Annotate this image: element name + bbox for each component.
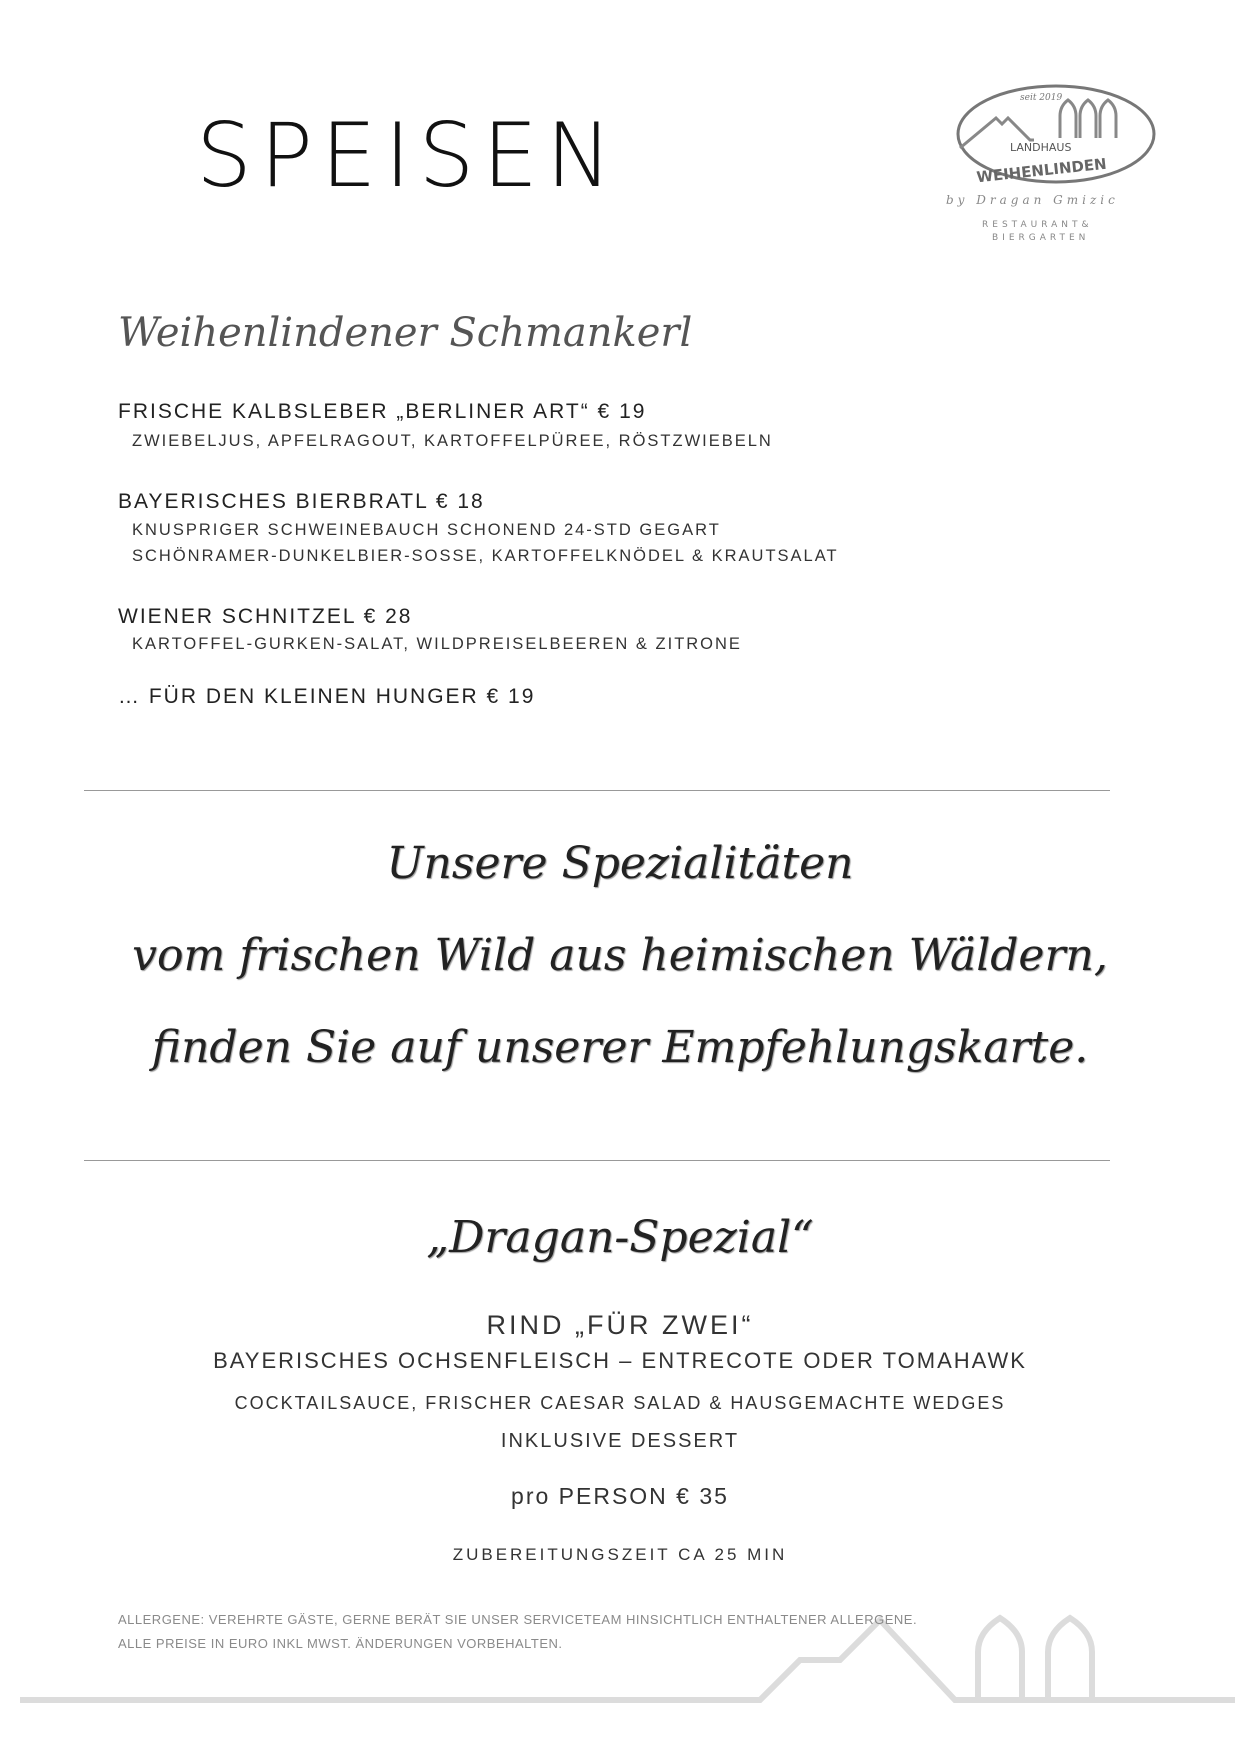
dish-line: INKLUSIVE DESSERT xyxy=(500,1430,740,1452)
logo-line1: LANDHAUS xyxy=(1010,141,1072,154)
dish-price: pro PERSON € 35 xyxy=(511,1483,729,1509)
page-title: SPEISEN xyxy=(196,104,620,207)
divider xyxy=(84,790,1110,791)
specialties-line: finden Sie auf unserer Empfehlungskarte. xyxy=(151,1022,1089,1073)
menu-item-desc: KARTOFFEL-GURKEN-SALAT, WILDPREISELBEEREN & ZITRONE xyxy=(132,635,742,653)
menu-item-name: FRISCHE KALBSLEBER „BERLINER ART“ € 19 xyxy=(118,400,647,423)
dragan-title: „Dragan-Spezial“ xyxy=(426,1212,814,1263)
divider xyxy=(84,1160,1110,1161)
allergen-note: ALLERGENE: VEREHRTE GÄSTE, GERNE BERÄT SIE UNSER SERVICETEAM HINSICHTLICH ENTHALTENER ALLERGENE. xyxy=(118,1612,918,1627)
dish-line: COCKTAILSAUCE, FRISCHER CAESAR SALAD & HAUSGEMACHTE WEDGES xyxy=(234,1393,1006,1413)
menu-item-name: BAYERISCHES BIERBRATL € 18 xyxy=(118,490,485,513)
prep-time: ZUBEREITUNGSZEIT CA 25 MIN xyxy=(452,1545,788,1564)
menu-item-name: … FÜR DEN KLEINEN HUNGER € 19 xyxy=(118,685,536,708)
menu-item-desc: KNUSPRIGER SCHWEINEBAUCH SCHONEND 24-STD GEGART xyxy=(132,521,721,539)
menu-item-desc: SCHÖNRAMER-DUNKELBIER-SOSSE, KARTOFFELKNÖDEL & KRAUTSALAT xyxy=(132,547,839,565)
logo-since: seit 2019 xyxy=(1020,93,1063,103)
price-note: ALLE PREISE IN EURO INKL MWST. ÄNDERUNGEN VORBEHALTEN. xyxy=(118,1636,563,1651)
restaurant-logo xyxy=(940,78,1180,256)
logo-sub2: BIERGARTEN xyxy=(992,233,1090,243)
menu-item-name: WIENER SCHNITZEL € 28 xyxy=(118,605,413,628)
menu-item-desc: ZWIEBELJUS, APFELRAGOUT, KARTOFFELPÜREE, RÖSTZWIEBELN xyxy=(132,432,773,450)
specialties-line: Unsere Spezialitäten xyxy=(386,838,854,889)
specialties-line: vom frischen Wild aus heimischen Wäldern, xyxy=(132,930,1108,981)
logo-sub1: RESTAURANT& xyxy=(982,220,1093,230)
dish-line: BAYERISCHES OCHSENFLEISCH – ENTRECOTE ODER TOMAHAWK xyxy=(213,1348,1027,1373)
dish-name: RIND „FÜR ZWEI“ xyxy=(486,1310,754,1340)
logo-line2: WEIHENLINDEN xyxy=(975,154,1108,187)
section-title: Weihenlindener Schmankerl xyxy=(118,310,693,356)
logo-by: by Dragan Gmizic xyxy=(946,193,1119,207)
